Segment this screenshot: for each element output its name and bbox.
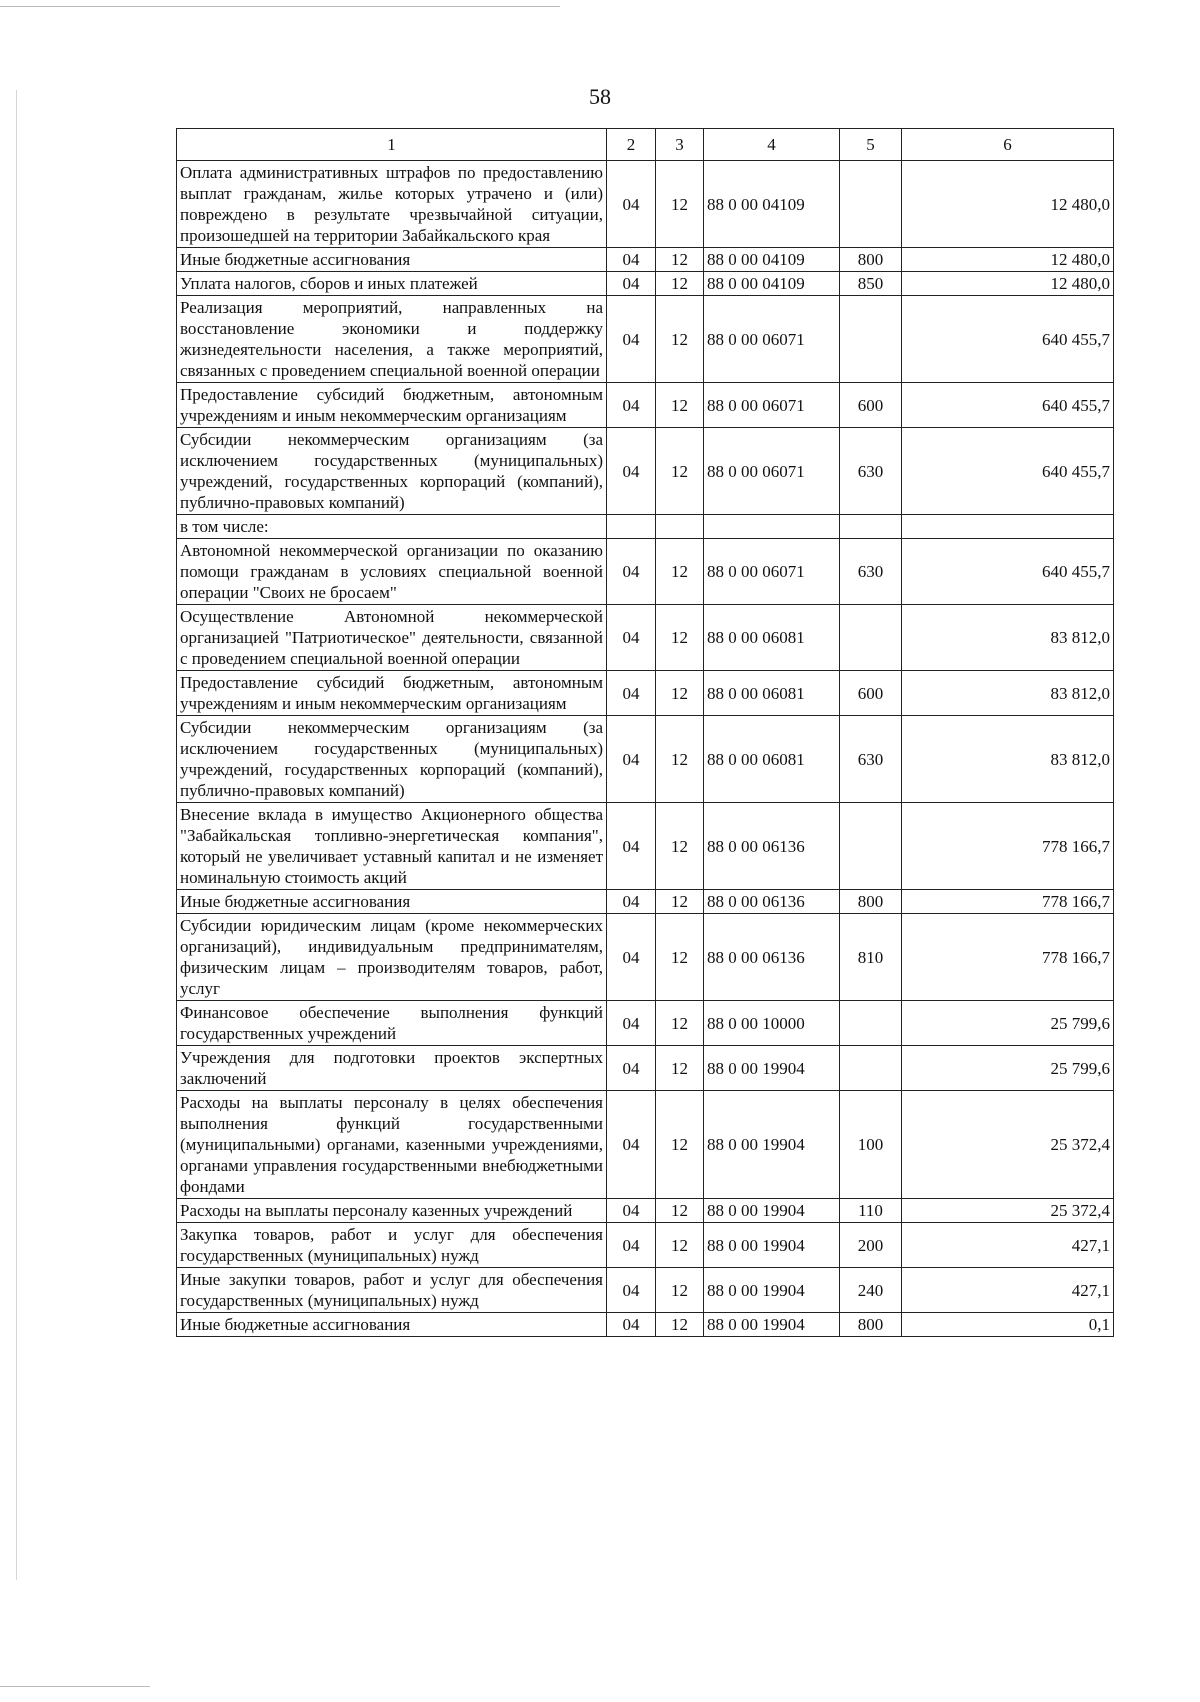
cell-subsection: 12 (656, 671, 704, 716)
header-col-2: 2 (607, 129, 656, 161)
cell-name: Субсидии некоммерческим организациям (за исключением государственных (муниципальных) учреждений, государственных корпораций (компаний), публично-правовых компаний) (177, 428, 607, 515)
cell-subsection: 12 (656, 1268, 704, 1313)
cell-name: Расходы на выплаты персоналу в целях обеспечения выполнения функций государственными (муниципальными) органами, казенными учреждениями, органами управления государственными внебюджетными фондами (177, 1091, 607, 1199)
cell-amount: 0,1 (902, 1313, 1114, 1337)
header-col-6: 6 (902, 129, 1114, 161)
cell-expense-type: 200 (840, 1223, 902, 1268)
table-row (177, 296, 1114, 383)
cell-amount: 25 799,6 (902, 1046, 1114, 1091)
cell-subsection: 12 (656, 1046, 704, 1091)
cell-expense-type: 240 (840, 1268, 902, 1313)
cell-section: 04 (607, 1199, 656, 1223)
cell-subsection (656, 515, 704, 539)
cell-target-article: 88 0 00 06136 (704, 890, 840, 914)
cell-subsection: 12 (656, 890, 704, 914)
cell-expense-type: 630 (840, 716, 902, 803)
header-row (177, 129, 1114, 161)
cell-section: 04 (607, 383, 656, 428)
cell-expense-type: 850 (840, 272, 902, 296)
cell-expense-type (840, 803, 902, 890)
cell-name: Предоставление субсидий бюджетным, автономным учреждениям и иным некоммерческим организациям (177, 671, 607, 716)
cell-amount: 25 799,6 (902, 1001, 1114, 1046)
cell-section: 04 (607, 1268, 656, 1313)
cell-expense-type: 600 (840, 671, 902, 716)
cell-section: 04 (607, 1001, 656, 1046)
cell-amount: 427,1 (902, 1223, 1114, 1268)
cell-section: 04 (607, 1223, 656, 1268)
budget-table (176, 128, 1114, 1337)
cell-expense-type: 600 (840, 383, 902, 428)
cell-section: 04 (607, 1091, 656, 1199)
cell-amount: 640 455,7 (902, 539, 1114, 605)
cell-name: Внесение вклада в имущество Акционерного общества "Забайкальская топливно-энергетическая компания", который не увеличивает уставный капитал и не изменяет номинальную стоимость акций (177, 803, 607, 890)
cell-section: 04 (607, 914, 656, 1001)
table-row (177, 1001, 1114, 1046)
cell-name: Субсидии некоммерческим организациям (за исключением государственных (муниципальных) учреждений, государственных корпораций (компаний), публично-правовых компаний) (177, 716, 607, 803)
cell-target-article: 88 0 00 06081 (704, 671, 840, 716)
cell-section (607, 515, 656, 539)
cell-amount: 778 166,7 (902, 803, 1114, 890)
table-body (177, 161, 1114, 1337)
cell-section: 04 (607, 248, 656, 272)
cell-subsection: 12 (656, 1313, 704, 1337)
cell-section: 04 (607, 605, 656, 671)
cell-name: Осуществление Автономной некоммерческой организацией "Патриотическое" деятельности, связанной с проведением специальной военной операции (177, 605, 607, 671)
cell-name: Расходы на выплаты персоналу казенных учреждений (177, 1199, 607, 1223)
table-row (177, 428, 1114, 515)
table-row (177, 1268, 1114, 1313)
cell-subsection: 12 (656, 428, 704, 515)
cell-target-article: 88 0 00 06071 (704, 296, 840, 383)
table-row (177, 1091, 1114, 1199)
cell-expense-type (840, 605, 902, 671)
cell-target-article: 88 0 00 19904 (704, 1268, 840, 1313)
table-row (177, 890, 1114, 914)
cell-name: Иные закупки товаров, работ и услуг для обеспечения государственных (муниципальных) нужд (177, 1268, 607, 1313)
cell-amount: 778 166,7 (902, 890, 1114, 914)
cell-subsection: 12 (656, 1001, 704, 1046)
table-header (177, 129, 1114, 161)
cell-subsection: 12 (656, 605, 704, 671)
cell-expense-type: 800 (840, 1313, 902, 1337)
cell-target-article: 88 0 00 06071 (704, 383, 840, 428)
cell-name: Уплата налогов, сборов и иных платежей (177, 272, 607, 296)
cell-name: Оплата административных штрафов по предоставлению выплат гражданам, жилье которых утрачено и (или) повреждено в результате чрезвычайной ситуации, произошедшей на территории Забайкальского края (177, 161, 607, 248)
cell-subsection: 12 (656, 272, 704, 296)
cell-expense-type: 800 (840, 890, 902, 914)
cell-amount: 25 372,4 (902, 1199, 1114, 1223)
cell-name: Финансовое обеспечение выполнения функций государственных учреждений (177, 1001, 607, 1046)
cell-name: Закупка товаров, работ и услуг для обеспечения государственных (муниципальных) нужд (177, 1223, 607, 1268)
cell-section: 04 (607, 296, 656, 383)
cell-name: Иные бюджетные ассигнования (177, 1313, 607, 1337)
cell-amount: 25 372,4 (902, 1091, 1114, 1199)
cell-subsection: 12 (656, 1091, 704, 1199)
cell-section: 04 (607, 428, 656, 515)
cell-name: Реализация мероприятий, направленных на восстановление экономики и поддержку жизнедеятельности населения, а также мероприятий, связанных с проведением специальной военной операции (177, 296, 607, 383)
cell-subsection: 12 (656, 383, 704, 428)
cell-expense-type (840, 1001, 902, 1046)
cell-name: Предоставление субсидий бюджетным, автономным учреждениям и иным некоммерческим организациям (177, 383, 607, 428)
scan-edge-bottom (0, 1686, 150, 1687)
cell-subsection: 12 (656, 1199, 704, 1223)
cell-subsection: 12 (656, 161, 704, 248)
cell-subsection: 12 (656, 539, 704, 605)
cell-expense-type: 630 (840, 428, 902, 515)
table-row (177, 716, 1114, 803)
cell-subsection: 12 (656, 296, 704, 383)
header-col-1: 1 (177, 129, 607, 161)
cell-target-article: 88 0 00 19904 (704, 1223, 840, 1268)
cell-expense-type: 630 (840, 539, 902, 605)
cell-expense-type: 810 (840, 914, 902, 1001)
scan-edge-left (16, 90, 17, 1580)
cell-amount: 640 455,7 (902, 428, 1114, 515)
cell-name: Субсидии юридическим лицам (кроме некоммерческих организаций), индивидуальным предпринимателям, физическим лицам – производителям товаров, работ, услуг (177, 914, 607, 1001)
cell-section: 04 (607, 671, 656, 716)
cell-target-article: 88 0 00 06081 (704, 605, 840, 671)
cell-target-article: 88 0 00 10000 (704, 1001, 840, 1046)
cell-expense-type (840, 161, 902, 248)
header-col-4: 4 (704, 129, 840, 161)
table-row (177, 1313, 1114, 1337)
cell-name: в том числе: (177, 515, 607, 539)
cell-section: 04 (607, 1313, 656, 1337)
cell-target-article: 88 0 00 19904 (704, 1313, 840, 1337)
cell-amount: 12 480,0 (902, 248, 1114, 272)
cell-amount: 640 455,7 (902, 383, 1114, 428)
table-row (177, 539, 1114, 605)
table-row (177, 1199, 1114, 1223)
cell-name: Иные бюджетные ассигнования (177, 890, 607, 914)
table-row (177, 605, 1114, 671)
cell-expense-type: 800 (840, 248, 902, 272)
page-number: 58 (589, 84, 611, 109)
cell-target-article: 88 0 00 04109 (704, 272, 840, 296)
cell-expense-type (840, 296, 902, 383)
cell-target-article: 88 0 00 06136 (704, 914, 840, 1001)
cell-amount: 83 812,0 (902, 671, 1114, 716)
cell-section: 04 (607, 803, 656, 890)
cell-name: Иные бюджетные ассигнования (177, 248, 607, 272)
cell-subsection: 12 (656, 248, 704, 272)
scan-edge-top (0, 6, 560, 7)
table-row (177, 1046, 1114, 1091)
cell-subsection: 12 (656, 716, 704, 803)
table-row (177, 272, 1114, 296)
cell-amount: 640 455,7 (902, 296, 1114, 383)
cell-target-article: 88 0 00 04109 (704, 161, 840, 248)
cell-amount: 83 812,0 (902, 716, 1114, 803)
table-row (177, 671, 1114, 716)
cell-section: 04 (607, 890, 656, 914)
cell-section: 04 (607, 539, 656, 605)
table-row (177, 803, 1114, 890)
cell-target-article: 88 0 00 19904 (704, 1199, 840, 1223)
cell-target-article: 88 0 00 04109 (704, 248, 840, 272)
cell-target-article (704, 515, 840, 539)
table-row (177, 161, 1114, 248)
cell-section: 04 (607, 716, 656, 803)
table-row (177, 248, 1114, 272)
cell-target-article: 88 0 00 06071 (704, 428, 840, 515)
table-row (177, 383, 1114, 428)
header-col-5: 5 (840, 129, 902, 161)
header-col-3: 3 (656, 129, 704, 161)
cell-section: 04 (607, 1046, 656, 1091)
cell-subsection: 12 (656, 914, 704, 1001)
cell-amount (902, 515, 1114, 539)
cell-section: 04 (607, 272, 656, 296)
cell-name: Учреждения для подготовки проектов экспертных заключений (177, 1046, 607, 1091)
cell-name: Автономной некоммерческой организации по оказанию помощи гражданам в условиях специальной военной операции "Своих не бросаем" (177, 539, 607, 605)
cell-target-article: 88 0 00 19904 (704, 1091, 840, 1199)
cell-subsection: 12 (656, 803, 704, 890)
cell-expense-type: 100 (840, 1091, 902, 1199)
cell-target-article: 88 0 00 06071 (704, 539, 840, 605)
cell-amount: 427,1 (902, 1268, 1114, 1313)
table-row (177, 914, 1114, 1001)
table-row (177, 515, 1114, 539)
cell-expense-type: 110 (840, 1199, 902, 1223)
cell-amount: 83 812,0 (902, 605, 1114, 671)
cell-expense-type (840, 1046, 902, 1091)
cell-amount: 12 480,0 (902, 161, 1114, 248)
table-row (177, 1223, 1114, 1268)
cell-expense-type (840, 515, 902, 539)
cell-amount: 12 480,0 (902, 272, 1114, 296)
cell-target-article: 88 0 00 06136 (704, 803, 840, 890)
cell-section: 04 (607, 161, 656, 248)
cell-target-article: 88 0 00 19904 (704, 1046, 840, 1091)
cell-amount: 778 166,7 (902, 914, 1114, 1001)
cell-target-article: 88 0 00 06081 (704, 716, 840, 803)
cell-subsection: 12 (656, 1223, 704, 1268)
